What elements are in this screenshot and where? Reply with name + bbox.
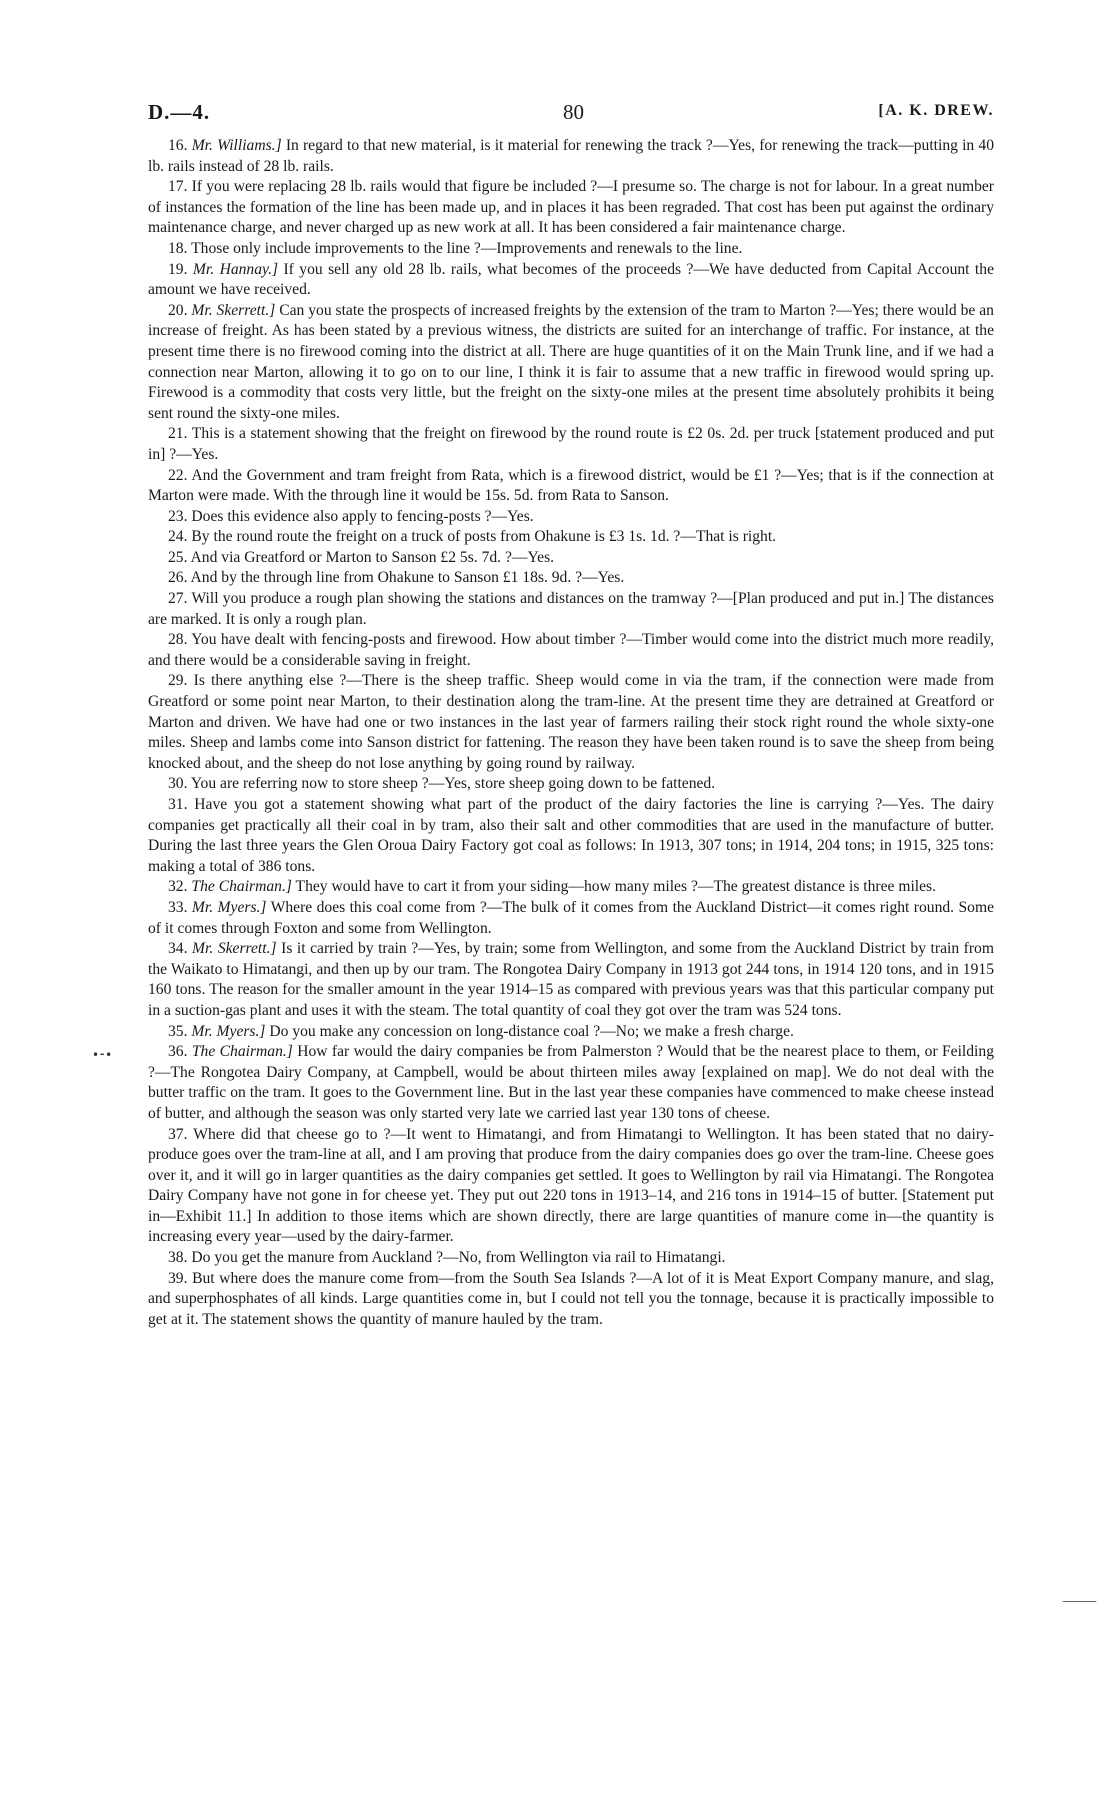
testimony-text: Where did that cheese go to ?—It went to Himatangi, and from Himatangi to Wellington. It has been stated that no dairy-produce goes over the tram-line at all, and I am proving that produce from the dairy companies does go over the tram-line. Cheese goes over it, and it will go in larger quantities as the dairy companies get settled. It goes to Wellington by rail via Himatangi. The Rongotea Dairy Company have not gone in for cheese yet. They put out 220 tons in 1913–14, and 216 tons in 1914–15 of butter. [Statement put in—Exhibit 11.] In addition to those items which are shown directly, there are large quantities of manure come in—the quantity is increasing every year—used by the dairy-farmer. [148, 1125, 994, 1246]
question-number: 29. [168, 672, 188, 690]
testimony-paragraph [148, 548, 994, 569]
question-number: 39. [168, 1269, 188, 1287]
testimony-text: Do you get the manure from Auckland ?—No, from Wellington via rail to Himatangi. [191, 1249, 726, 1267]
question-number: 24. [168, 528, 188, 546]
testimony-paragraph [148, 630, 994, 671]
question-number: 32. [168, 878, 188, 896]
testimony-paragraph [148, 568, 994, 589]
testimony-paragraph [148, 939, 994, 1021]
question-number: 18. [168, 239, 188, 257]
testimony-paragraph [148, 260, 994, 301]
speaker-name: Mr. Williams.] [191, 137, 282, 154]
question-number: 19. [168, 260, 188, 278]
testimony-paragraph [148, 527, 994, 548]
testimony-paragraph [148, 1022, 994, 1043]
question-number: 33. [168, 898, 188, 916]
testimony-paragraph [148, 898, 994, 939]
testimony-paragraph [148, 424, 994, 465]
scan-mark-icon: •⁃• [92, 1048, 113, 1062]
testimony-text: But where does the manure come from—from the South Sea Islands ?—A lot of it is Meat Export Company manure, and slag, and superphosphates of all kinds. Large quantities come in, but I could not tell you the tonnage, because it is practically impossible to get at it. The statement shows the quantity of manure hauled by the tram. [148, 1269, 994, 1328]
testimony-paragraph [148, 177, 994, 239]
report-code: D.—4. [148, 100, 211, 124]
testimony-paragraph [148, 239, 994, 260]
witness-name: [A. K. DREW. [878, 102, 994, 119]
question-number: 35. [168, 1022, 188, 1040]
question-number: 16. [168, 137, 188, 154]
question-number: 27. [168, 590, 188, 608]
testimony-text: By the round route the freight on a truck of posts from Ohakune is £3 1s. 1d. ?—That is right. [191, 528, 777, 546]
testimony-text: Where does this coal come from ?—The bulk of it comes from the Auckland District—it comes right round. Some of it comes through Foxton and some from Wellington. [148, 898, 995, 937]
question-number: 21. [168, 425, 188, 443]
testimony-paragraph [148, 1248, 994, 1269]
testimony-paragraph [148, 136, 994, 177]
question-number: 22. [168, 466, 188, 484]
document-page [148, 100, 994, 1330]
testimony-paragraph [148, 1125, 994, 1249]
testimony-text: If you were replacing 28 lb. rails would that figure be included ?—I presume so. The charge is not for labour. In a great number of instances the formation of the line has been made up, and in places it has been regraded. That cost has been put against the ordinary maintenance charge, and never charged up as new work at all. It has been considered a fair maintenance charge. [148, 178, 994, 237]
testimony-text: Those only include improvements to the line ?—Improvements and renewals to the line. [191, 239, 743, 257]
testimony-paragraph [148, 301, 994, 425]
question-number: 26. [168, 569, 188, 587]
testimony-paragraph [148, 795, 994, 877]
question-number: 37. [168, 1125, 188, 1143]
question-number: 30. [168, 775, 188, 793]
speaker-name: The Chairman.] [191, 878, 292, 896]
question-number: 38. [168, 1249, 188, 1267]
testimony-text: Is it carried by train ?—Yes, by train; some from Wellington, and some from the Auckland District by train from the Waikato to Himatangi, and then up by our tram. The Rongotea Dairy Company in 1913 got 244 tons, in 1914 120 tons, and in 1915 160 tons. The reason for the smaller amount in the year 1914–15 as compared with previous years was that this particular company put in a suction-gas plant and uses it with the steam. The total quantity of coal they got over the tram was 524 tons. [148, 940, 994, 1019]
speaker-name: The Chairman.] [191, 1043, 293, 1061]
testimony-paragraph [148, 1269, 994, 1331]
testimony-text: In regard to that new material, is it material for renewing the track ?—Yes, for renewing the track—putting in 40 lb. rails instead of 28 lb. rails. [148, 137, 994, 175]
testimony-text: Have you got a statement showing what part of the product of the dairy factories the line is carrying ?—Yes. The dairy companies get practically all their coal in by tram, also their salt and other commodities that are used in the manufacture of butter. During the last three years the Glen Oroua Dairy Factory got coal as follows: In 1913, 307 tons; in 1914, 204 tons; in 1915, 325 tons: making a total of 386 tons. [148, 796, 994, 875]
testimony-text: You are referring now to store sheep ?—Yes, store sheep going down to be fattened. [190, 775, 716, 793]
speaker-name: Mr. Skerrett.] [191, 301, 276, 319]
testimony-text: And via Greatford or Marton to Sanson £2 5s. 7d. ?—Yes. [190, 548, 555, 566]
testimony-text: And the Government and tram freight from Rata, which is a firewood district, would be £1 ?—Yes; that is if the connection at Marton were made. With the through line it would be 15s. 5d. from Rata to Sanson. [148, 466, 994, 505]
testimony-paragraph [148, 877, 994, 898]
testimony-paragraph [148, 589, 994, 630]
testimony-paragraph [148, 1042, 994, 1124]
question-number: 25. [168, 548, 188, 566]
testimony-text: Will you produce a rough plan showing the stations and distances on the tramway ?—[Plan produced and put in.] The distances are marked. It is only a rough plan. [148, 590, 994, 628]
testimony-text: And by the through line from Ohakune to Sanson £1 18s. 9d. ?—Yes. [190, 569, 625, 587]
testimony-text: Does this evidence also apply to fencing-posts ?—Yes. [191, 507, 534, 525]
testimony-paragraph [148, 774, 994, 795]
page-number: 80 [563, 100, 584, 124]
question-number: 31. [168, 796, 188, 813]
speaker-name: Mr. Hannay.] [192, 260, 279, 278]
question-number: 28. [168, 631, 188, 649]
testimony-text: Is there anything else ?—There is the sheep traffic. Sheep would come in via the tram, if the connection were made from Greatford or some point near Marton, to their destination along the tram-line. At the present time they are detrained at Greatford or Marton and driven. We have had one or two instances in the last year of farmers railing their stock right round the whole sixty-one miles. Sheep and lambs come into Sanson district for fattening. The reason they have been taken round is to save the sheep from being knocked about, and the sheep do not lose anything by going round by railway. [148, 672, 994, 772]
scan-mark-icon: ⸻ [1062, 1593, 1097, 1609]
speaker-name: Mr. Skerrett.] [192, 940, 277, 958]
testimony-text: This is a statement showing that the freight on firewood by the round route is £2 0s. 2d. per truck [statement produced and put in] ?—Yes. [148, 425, 994, 463]
testimony-text: They would have to cart it from your siding—how many miles ?—The greatest distance is three miles. [295, 878, 937, 896]
page-header [148, 100, 994, 136]
question-number: 34. [168, 940, 188, 958]
testimony-text: How far would the dairy companies be from Palmerston ? Would that be the nearest place to them, or Feilding ?—The Rongotea Dairy Company, at Campbell, would be about thirteen miles away [explained on map]. We do not deal with the butter traffic on the tram. It goes to the Government line. But in the last year these companies have commenced to make cheese instead of butter, and although the season was only started very late we carried last year 130 tons of cheese. [148, 1043, 994, 1122]
question-number: 23. [168, 507, 188, 525]
testimony-text: Can you state the prospects of increased freights by the extension of the tram to Marton ?—Yes; there would be an increase of freight. As has been stated by a previous witness, the districts are suited for an interchange of traffic. For instance, at the present time there is no firewood coming into the district at all. There are huge quantities of it on the Main Trunk line, and if we had a connection near Marton, allowing it to go on to our line, I think it is fair to assume that a new traffic in firewood would spring up. Firewood is a commodity that costs very little, but the freight on the sixty-one miles at the present time absolutely prohibits it being sent round the sixty-one miles. [148, 301, 994, 422]
testimony-paragraph [148, 507, 994, 528]
document-body [148, 136, 994, 1330]
testimony-paragraph [148, 466, 994, 507]
testimony-paragraph [148, 671, 994, 774]
question-number: 20. [168, 301, 188, 319]
question-number: 17. [168, 178, 188, 196]
question-number: 36. [168, 1043, 188, 1061]
testimony-text: You have dealt with fencing-posts and firewood. How about timber ?—Timber would come into the district much more readily, and there would be a considerable saving in freight. [148, 631, 994, 669]
testimony-text: If you sell any old 28 lb. rails, what becomes of the proceeds ?—We have deducted from Capital Account the amount we have received. [148, 260, 994, 299]
speaker-name: Mr. Myers.] [191, 1022, 266, 1040]
testimony-text: Do you make any concession on long-distance coal ?—No; we make a fresh charge. [269, 1022, 794, 1040]
speaker-name: Mr. Myers.] [191, 898, 267, 916]
